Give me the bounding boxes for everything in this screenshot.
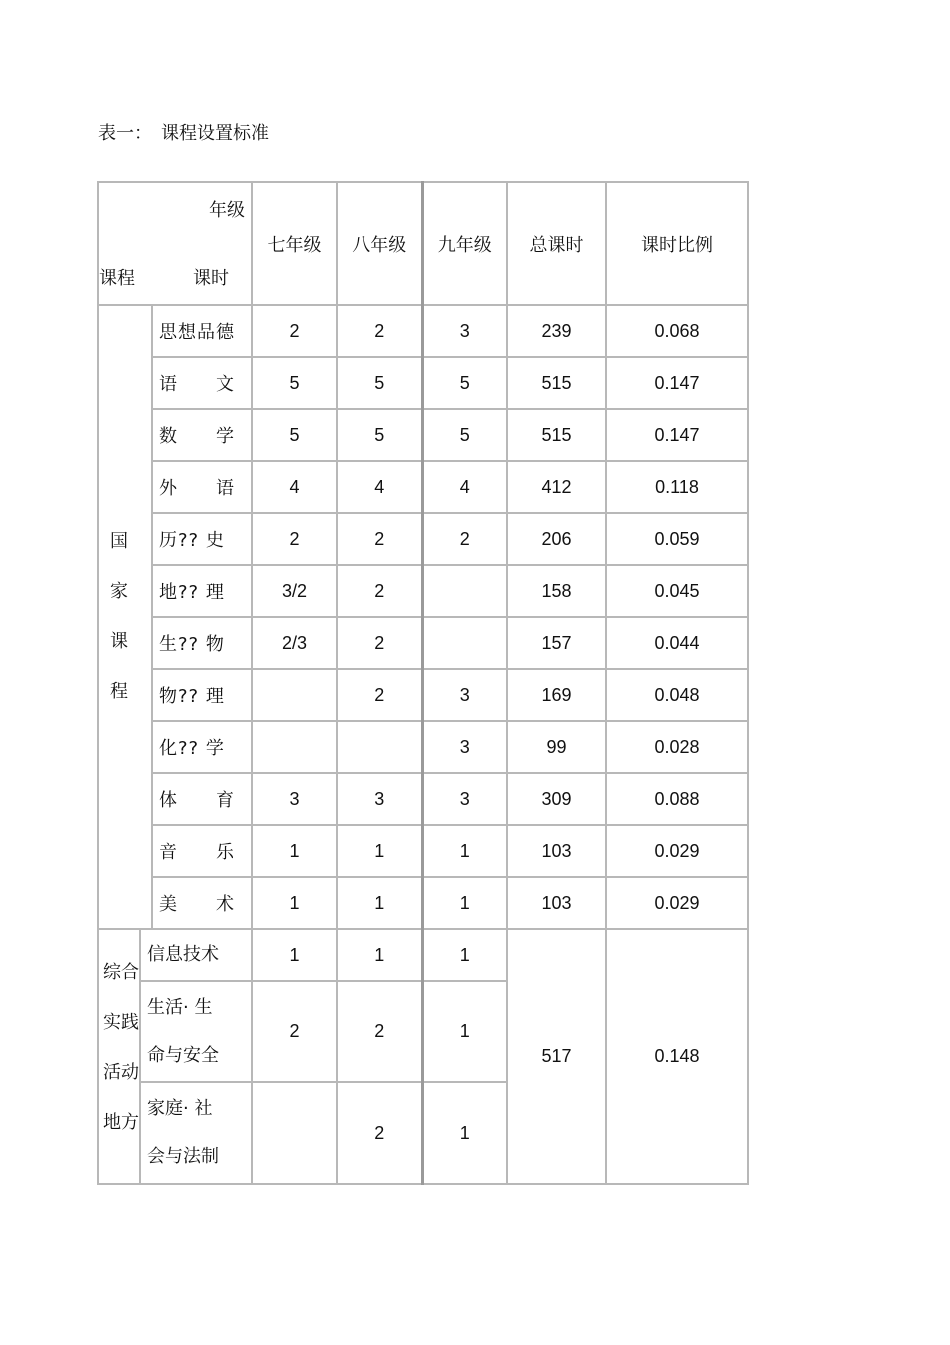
subject-name-line: 命与安全	[147, 1044, 219, 1066]
subject-name: 物?? 理	[152, 669, 252, 721]
hours-ratio: 0.028	[606, 721, 748, 773]
subject-name: 地?? 理	[152, 565, 252, 617]
header-ratio: 课时比例	[606, 182, 748, 305]
grade7-hours: 3/2	[252, 565, 337, 617]
subject-name: 语 文	[152, 357, 252, 409]
grade7-hours	[252, 721, 337, 773]
grade7-hours: 5	[252, 357, 337, 409]
table-row	[98, 357, 748, 409]
grade9-hours	[422, 617, 507, 669]
grade8-hours: 1	[337, 877, 422, 929]
header-row	[98, 182, 748, 305]
grade7-hours: 2	[252, 981, 337, 1082]
hours-ratio: 0.048	[606, 669, 748, 721]
total-hours: 412	[507, 461, 606, 513]
subject-name: 音 乐	[152, 825, 252, 877]
total-hours: 103	[507, 877, 606, 929]
practice-course-section	[98, 929, 748, 1184]
grade8-hours: 1	[337, 825, 422, 877]
grade7-hours: 3	[252, 773, 337, 825]
grade9-hours	[422, 565, 507, 617]
table-row	[98, 721, 748, 773]
hours-ratio: 0.045	[606, 565, 748, 617]
grade-label: 年级	[209, 199, 245, 220]
course-table-container	[97, 181, 749, 1185]
table-row	[98, 565, 748, 617]
grade9-hours: 4	[422, 461, 507, 513]
total-hours: 515	[507, 357, 606, 409]
grade9-hours: 3	[422, 305, 507, 357]
course-label: 课程	[99, 267, 135, 288]
hours-ratio: 0.044	[606, 617, 748, 669]
subject-name: 外 语	[152, 461, 252, 513]
hours-ratio: 0.118	[606, 461, 748, 513]
practice-subject-name	[140, 929, 252, 981]
table-row	[98, 461, 748, 513]
practice-subject-name	[140, 1082, 252, 1184]
table-row	[98, 305, 748, 357]
practice-label-line: 实践	[103, 1012, 139, 1033]
grade9-hours: 3	[422, 721, 507, 773]
grade8-hours: 2	[337, 305, 422, 357]
grade7-hours	[252, 1082, 337, 1184]
grade8-hours: 4	[337, 461, 422, 513]
practice-total-hours: 517	[507, 929, 606, 1184]
table-row	[98, 669, 748, 721]
hours-ratio: 0.059	[606, 513, 748, 565]
grade7-hours: 4	[252, 461, 337, 513]
practice-label-line: 地方	[103, 1112, 139, 1133]
hours-ratio: 0.088	[606, 773, 748, 825]
grade7-hours: 1	[252, 825, 337, 877]
diagonal-header-cell	[98, 182, 252, 305]
header-g8: 八年级	[337, 182, 422, 305]
hours-ratio: 0.029	[606, 877, 748, 929]
grade8-hours: 2	[337, 513, 422, 565]
grade8-hours: 3	[337, 773, 422, 825]
subject-name-line: 信息技术	[147, 944, 219, 965]
subject-name: 美 术	[152, 877, 252, 929]
total-hours: 158	[507, 565, 606, 617]
grade9-hours: 3	[422, 773, 507, 825]
total-hours: 239	[507, 305, 606, 357]
subject-name: 体 育	[152, 773, 252, 825]
grade8-hours	[337, 721, 422, 773]
subject-name-line: 生活· 生	[147, 996, 213, 1018]
table-row	[98, 929, 748, 981]
practice-course-label	[98, 929, 140, 1184]
grade8-hours: 2	[337, 1082, 422, 1184]
header-total: 总课时	[507, 182, 606, 305]
national-course-label	[98, 305, 152, 929]
grade8-hours: 2	[337, 617, 422, 669]
subject-name: 数 学	[152, 409, 252, 461]
grade8-hours: 2	[337, 669, 422, 721]
total-hours: 99	[507, 721, 606, 773]
grade8-hours: 2	[337, 565, 422, 617]
practice-subject-name	[140, 981, 252, 1082]
practice-label-line: 综合	[103, 962, 139, 983]
national-label-char: 程	[110, 681, 128, 702]
total-hours: 103	[507, 825, 606, 877]
table-title: 表一： 课程设置标准	[98, 123, 269, 144]
total-hours: 309	[507, 773, 606, 825]
hours-ratio: 0.068	[606, 305, 748, 357]
grade9-hours: 1	[422, 877, 507, 929]
practice-label-line: 活动	[103, 1062, 139, 1083]
subject-name: 历?? 史	[152, 513, 252, 565]
grade8-hours: 1	[337, 929, 422, 981]
grade7-hours: 2	[252, 513, 337, 565]
grade7-hours: 1	[252, 929, 337, 981]
hours-ratio: 0.147	[606, 357, 748, 409]
grade7-hours: 5	[252, 409, 337, 461]
subject-name: 化?? 学	[152, 721, 252, 773]
header-g7: 七年级	[252, 182, 337, 305]
grade9-hours: 1	[422, 981, 507, 1082]
national-label-char: 课	[110, 631, 128, 652]
subject-name: 生?? 物	[152, 617, 252, 669]
hours-label: 课时	[193, 267, 229, 288]
national-label-char: 家	[110, 581, 128, 602]
grade7-hours: 1	[252, 877, 337, 929]
grade7-hours: 2/3	[252, 617, 337, 669]
total-hours: 515	[507, 409, 606, 461]
national-course-section	[98, 305, 748, 929]
grade9-hours: 5	[422, 357, 507, 409]
grade7-hours	[252, 669, 337, 721]
table-row	[98, 825, 748, 877]
total-hours: 206	[507, 513, 606, 565]
subject-name: 思想品德	[152, 305, 252, 357]
grade8-hours: 5	[337, 409, 422, 461]
hours-ratio: 0.147	[606, 409, 748, 461]
total-hours: 169	[507, 669, 606, 721]
table-row	[98, 409, 748, 461]
grade9-hours: 1	[422, 929, 507, 981]
subject-name-line: 会与法制	[147, 1146, 219, 1167]
table-row	[98, 773, 748, 825]
table-row	[98, 513, 748, 565]
table-row	[98, 617, 748, 669]
hours-ratio: 0.029	[606, 825, 748, 877]
table-row	[98, 877, 748, 929]
total-hours: 157	[507, 617, 606, 669]
grade9-hours: 5	[422, 409, 507, 461]
subject-name-line: 家庭· 社	[147, 1098, 213, 1119]
grade9-hours: 1	[422, 1082, 507, 1184]
grade9-hours: 1	[422, 825, 507, 877]
grade9-hours: 2	[422, 513, 507, 565]
grade7-hours: 2	[252, 305, 337, 357]
grade8-hours: 2	[337, 981, 422, 1082]
national-label-char: 国	[110, 531, 128, 552]
practice-hours-ratio: 0.148	[606, 929, 748, 1184]
grade9-hours: 3	[422, 669, 507, 721]
course-table	[97, 181, 749, 1185]
grade8-hours: 5	[337, 357, 422, 409]
header-g9: 九年级	[422, 182, 507, 305]
